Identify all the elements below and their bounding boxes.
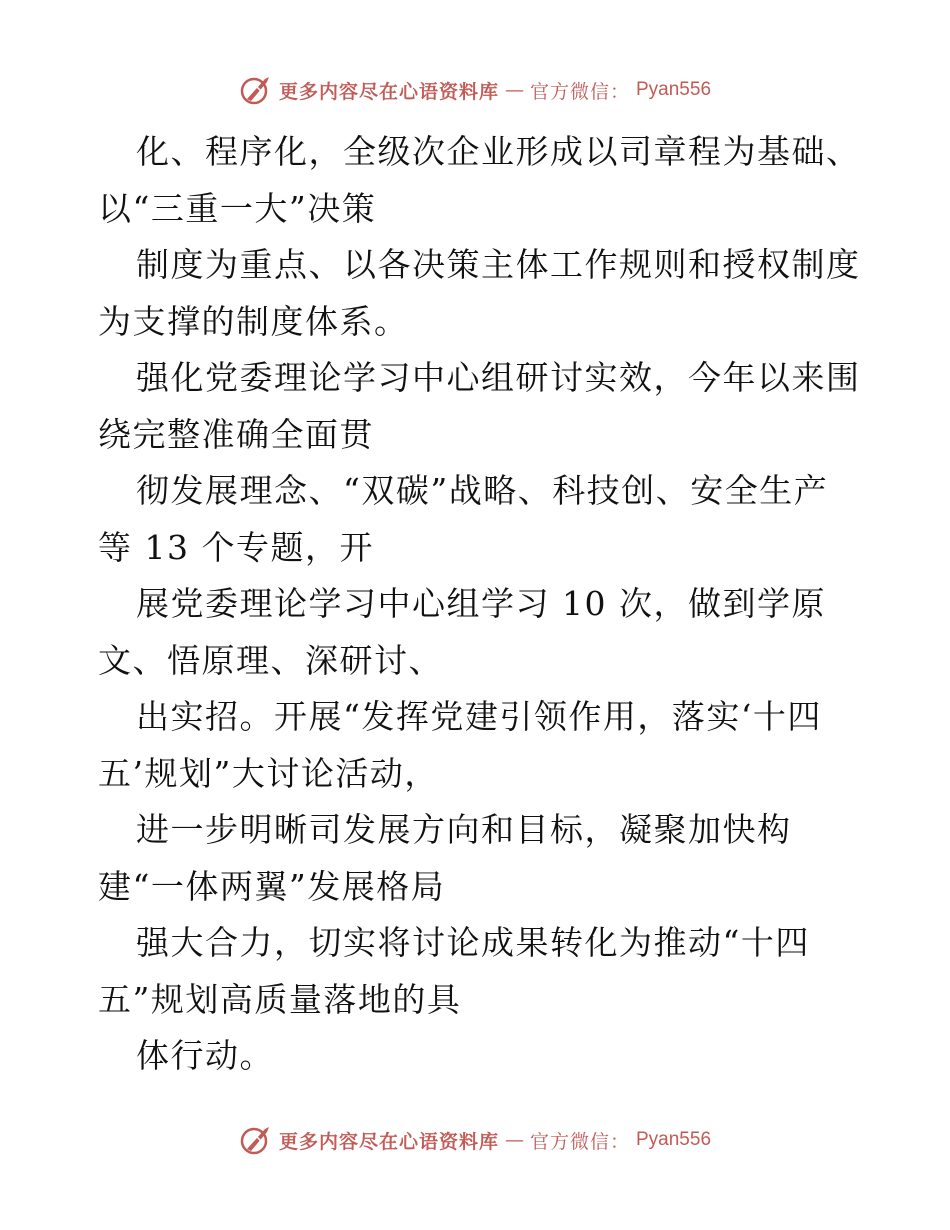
feather-pen-logo-icon [239,1123,273,1157]
watermark-header [0,70,950,110]
text-line: 建“一体两翼”发展格局 [98,866,446,906]
watermark-footer [0,1120,950,1160]
watermark-wechat-id: Pyan556 [636,1129,712,1150]
text-line: 强化党委理论学习中心组研讨实效，今年以来围 [136,358,861,397]
text-line: 五’规划”大讨论活动， [98,753,439,793]
text-line: 出实招。开展“发挥党建引领作用，落实‘十四 [136,697,822,736]
text-line: 化、程序化，全级次企业形成以司章程为基础、 [136,132,861,171]
watermark-main-text: 更多内容尽在心语资料库 [278,80,499,103]
text-line: 为支撑的制度体系。 [98,301,409,341]
watermark-sub-text: 官方微信： [529,1130,630,1153]
feather-pen-logo-icon [239,73,273,107]
text-line: 以“三重一大”决策 [98,188,377,228]
text-line: 进一步明晰司发展方向和目标，凝聚加快构 [136,810,792,849]
text-line: 文、悟原理、深研讨、 [98,640,443,680]
text-line: 展党委理论学习中心组学习 10 次，做到学原 [136,584,826,623]
watermark-dash: — [504,1129,524,1151]
text-line: 制度为重点、以各决策主体工作规则和授权制度 [136,245,861,284]
watermark-dash: — [504,79,524,101]
text-line: 体行动。 [136,1036,274,1075]
text-line: 五”规划高质量落地的具 [98,979,462,1019]
watermark-sub-text: 官方微信： [529,80,630,103]
document-body [98,124,868,1085]
watermark-wechat-id: Pyan556 [636,79,712,100]
text-line: 等 13 个专题，开 [98,527,374,567]
text-line: 强大合力，切实将讨论成果转化为推动“十四 [136,923,810,962]
watermark-main-text: 更多内容尽在心语资料库 [278,1130,499,1153]
text-line: 彻发展理念、“双碳”战略、科技创、安全生产 [136,471,829,510]
text-line: 绕完整准确全面贯 [98,414,374,454]
